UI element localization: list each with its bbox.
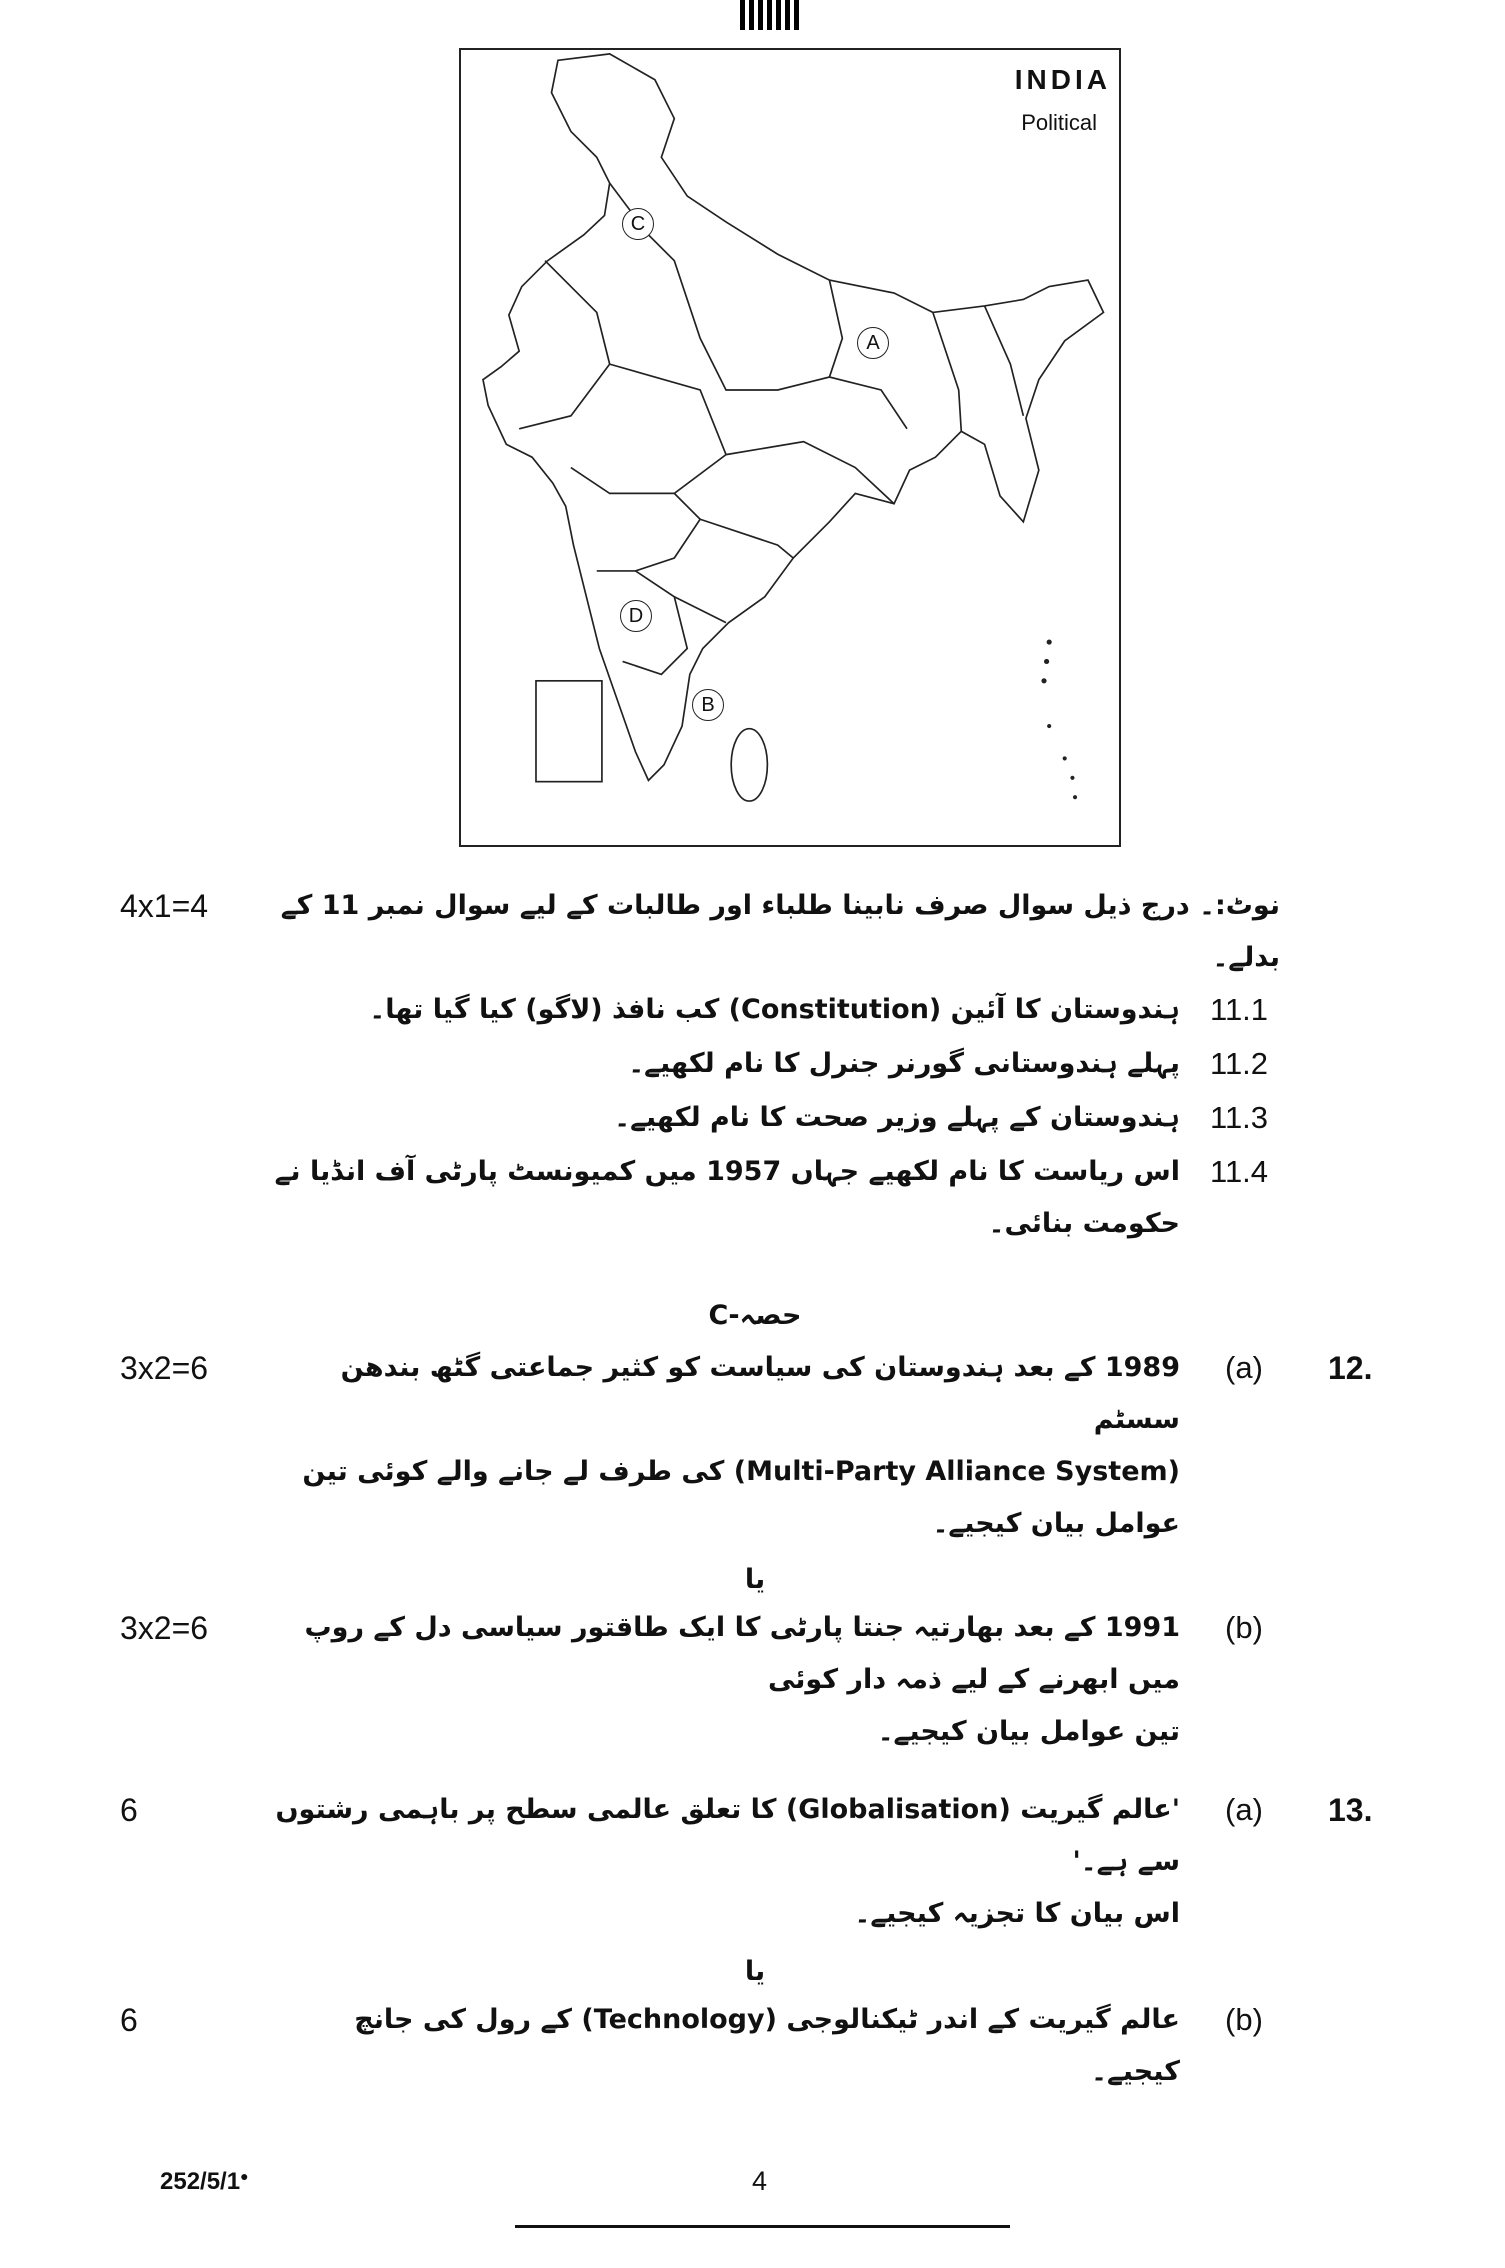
q12a-line2: (Multi-Party Alliance System) کی طرف لے جانے والے کوئی تین عوامل بیان کیجیے۔ — [302, 1456, 1180, 1539]
q12a-label: (a) — [1225, 1350, 1263, 1385]
q11-4-number: 11.4 — [1210, 1154, 1269, 1189]
q12a-row-2 — [120, 1446, 1390, 1550]
marker-c: C — [622, 208, 654, 240]
marker-a: A — [857, 327, 889, 359]
q13b-row — [120, 1994, 1390, 2098]
q11-2-number: 11.2 — [1210, 1046, 1269, 1081]
q11-3-number: 11.3 — [1210, 1100, 1269, 1135]
q13a-row — [120, 1784, 1390, 1888]
note-text: نوٹ:۔ درج ذیل سوال صرف نابینا طلباء اور طالبات کے لیے سوال نمبر 11 کے بدلے۔ — [280, 890, 1280, 973]
marker-b: B — [692, 689, 724, 721]
bullet-icon: ● — [240, 2168, 249, 2184]
q12b-row-2 — [120, 1706, 1390, 1760]
page-number: 4 — [752, 2166, 768, 2196]
qr-code — [740, 0, 800, 30]
india-political-map — [459, 48, 1121, 847]
q13b-marks: 6 — [120, 2002, 138, 2038]
or-divider-2: یا — [744, 1956, 766, 1987]
or-divider: یا — [744, 1564, 766, 1595]
map-title: INDIA — [1014, 64, 1111, 95]
q12a-row — [120, 1342, 1390, 1446]
q12a-marks: 3x2=6 — [120, 1350, 209, 1386]
q13a-label: (a) — [1225, 1792, 1263, 1827]
q12b-line2: تین عوامل بیان کیجیے۔ — [877, 1716, 1180, 1747]
q13b-label: (b) — [1225, 2002, 1263, 2037]
q12b-row — [120, 1602, 1390, 1706]
section-heading: حصہ-C — [708, 1300, 802, 1331]
india-outline — [461, 50, 1119, 845]
q13a-row-2 — [120, 1888, 1390, 1942]
q13b-line1: عالم گیریت کے اندر ٹیکنالوجی (Technology) کے رول کی جانچ کیجیے۔ — [354, 2004, 1180, 2087]
inset-box — [536, 681, 602, 782]
q13a-line1: 'عالم گیریت (Globalisation) کا تعلق عالمی سطح پر باہمی رشتوں سے ہے۔' — [275, 1794, 1180, 1877]
q13-number: 13. — [1328, 1792, 1373, 1828]
q11-2-text: پہلے ہندوستانی گورنر جنرل کا نام لکھیے۔ — [628, 1048, 1180, 1079]
marker-d: D — [620, 600, 652, 632]
q11-1-row — [120, 984, 1390, 1038]
q13a-marks: 6 — [120, 1792, 138, 1828]
q11-3-text: ہندوستان کے پہلے وزیر صحت کا نام لکھیے۔ — [614, 1102, 1180, 1133]
q11-4-text: اس ریاست کا نام لکھیے جہاں 1957 میں کمیونسٹ پارٹی آف انڈیا نے حکومت بنائی۔ — [274, 1156, 1180, 1239]
map-subtitle: Political — [1021, 110, 1097, 135]
paper-code — [160, 2168, 249, 2196]
q11-4-row — [120, 1146, 1390, 1250]
q13a-line2: اس بیان کا تجزیہ کیجیے۔ — [854, 1898, 1180, 1929]
q12a-line1: 1989 کے بعد ہندوستان کی سیاست کو کثیر جماعتی گٹھ بندھن سسٹم — [340, 1352, 1180, 1435]
q12-number: 12. — [1328, 1350, 1373, 1386]
paper-code-text: 252/5/1 — [160, 2168, 241, 2195]
q12b-marks: 3x2=6 — [120, 1610, 209, 1646]
q11-1-number: 11.1 — [1210, 992, 1269, 1027]
q12b-line1: 1991 کے بعد بھارتیہ جنتا پارٹی کا ایک طاقتور سیاسی دل کے روپ میں ابھرنے کے لیے ذمہ دار کوئی — [304, 1612, 1180, 1695]
note-row — [120, 880, 1390, 984]
page-footer — [120, 2168, 1390, 2268]
q12b-label: (b) — [1225, 1610, 1263, 1645]
q11-1-text: ہندوستان کا آئین (Constitution) کب نافذ (لاگو) کیا گیا تھا۔ — [369, 994, 1180, 1025]
q11-3-row — [120, 1092, 1390, 1146]
note-marks: 4x1=4 — [120, 888, 209, 924]
q11-2-row — [120, 1038, 1390, 1092]
footer-rule — [515, 2225, 1010, 2228]
questions-content — [120, 880, 1390, 2268]
